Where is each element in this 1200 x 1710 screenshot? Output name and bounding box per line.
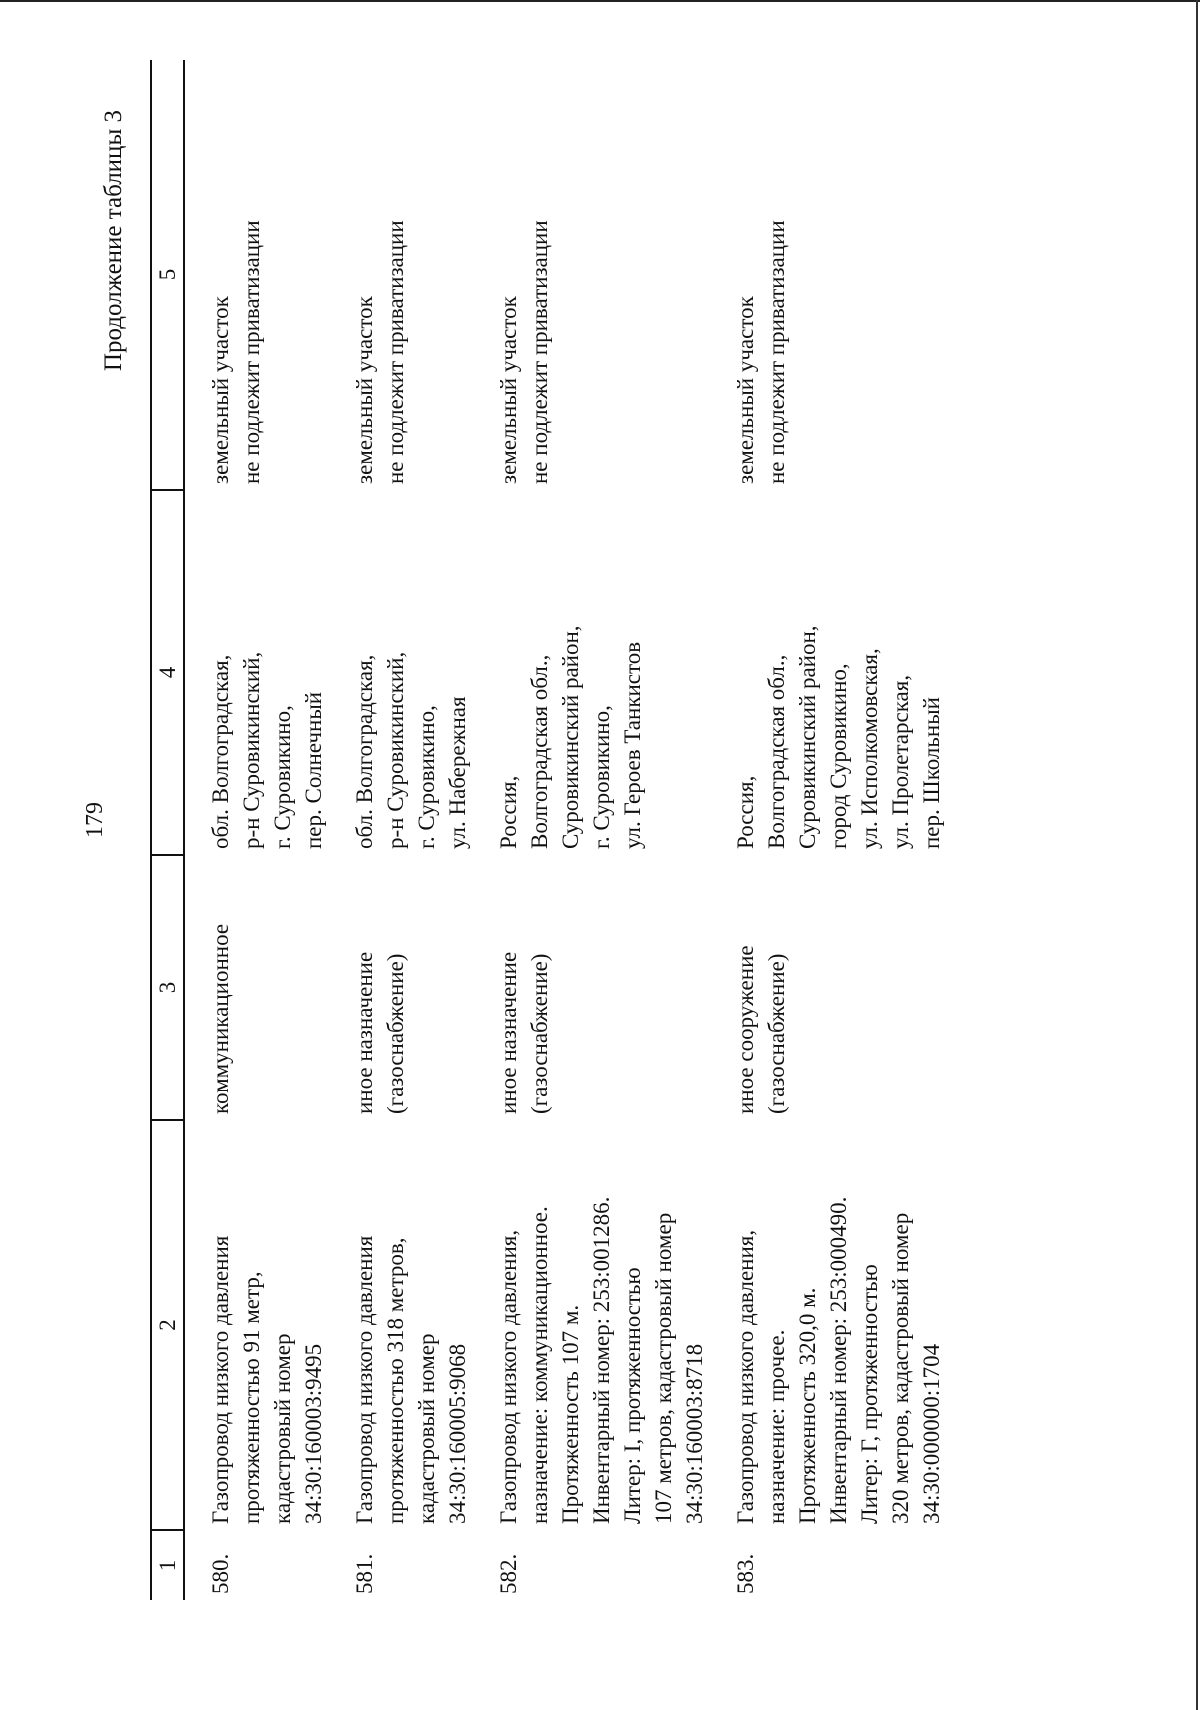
- column-header-1: 1: [151, 1530, 184, 1600]
- page-number: 179: [82, 802, 108, 838]
- object-address: Россия, Волгоградская обл., Суровикинский район, г. Суровикино, ул. Героев Танкистов: [496, 625, 645, 849]
- table-row: [473, 60, 710, 1600]
- object-purpose: иное назначение (газоснабжение): [352, 951, 408, 1114]
- object-note: земельный участок не подлежит приватизации: [496, 220, 552, 484]
- object-note: земельный участок не подлежит приватизации: [352, 220, 408, 484]
- object-note: земельный участок не подлежит приватизации: [733, 220, 789, 484]
- scan-edge-right: [1196, 0, 1198, 1710]
- object-purpose: иное назначение (газоснабжение): [496, 951, 552, 1114]
- object-description: Газопровод низкого давления протяженностью 91 метр, кадастровый номер 34:30:160003:9495: [208, 1235, 326, 1524]
- row-number: 581.: [352, 1553, 377, 1594]
- object-description: Газопровод низкого давления, назначение: прочее. Протяженность 320,0 м. Инвентарный номер: 253:000490. Литер: Г, протяженностью 320 метров, кадастровый номер 34:30:000000:1704: [733, 1196, 944, 1524]
- object-note: земельный участок не подлежит приватизации: [208, 220, 264, 484]
- table-header-row: [151, 60, 184, 1600]
- column-header-2: 2: [151, 1120, 184, 1530]
- column-header-4: 4: [151, 490, 184, 855]
- scan-edge-top: [0, 0, 1200, 2]
- row-number: 583.: [733, 1553, 758, 1594]
- object-description: Газопровод низкого давления протяженностью 318 метров, кадастровый номер 34:30:160005:9068: [352, 1235, 470, 1524]
- property-table: [150, 60, 947, 1600]
- row-number: 580.: [208, 1553, 233, 1594]
- row-number: 582.: [496, 1553, 521, 1594]
- table-row: [184, 60, 329, 1600]
- object-purpose: коммуникационное: [208, 923, 233, 1114]
- object-description: Газопровод низкого давления, назначение: коммуникационное. Протяженность 107 м. Инвентарный номер: 253:001286. Литер: I, протяженностью 107 метров, кадастровый номер 34:30:160003:8718: [496, 1196, 707, 1524]
- object-address: Россия, Волгоградская обл., Суровикинский район, город Суровикино, ул. Исполкомовская, ул. Пролетарская, пер. Школьный: [733, 625, 944, 849]
- table-row: [710, 60, 947, 1600]
- table-row: [329, 60, 473, 1600]
- table-continuation-caption: Продолжение таблицы 3: [100, 110, 127, 372]
- column-header-3: 3: [151, 855, 184, 1120]
- rotated-page-content: [100, 30, 1120, 1620]
- object-purpose: иное сооружение (газоснабжение): [733, 945, 789, 1114]
- object-address: обл. Волгоградская, р-н Суровикинский, г. Суровикино, ул. Набережная: [352, 651, 470, 849]
- object-address: обл. Волгоградская, р-н Суровикинский, г. Суровикино, пер. Солнечный: [208, 651, 326, 849]
- column-header-5: 5: [151, 60, 184, 490]
